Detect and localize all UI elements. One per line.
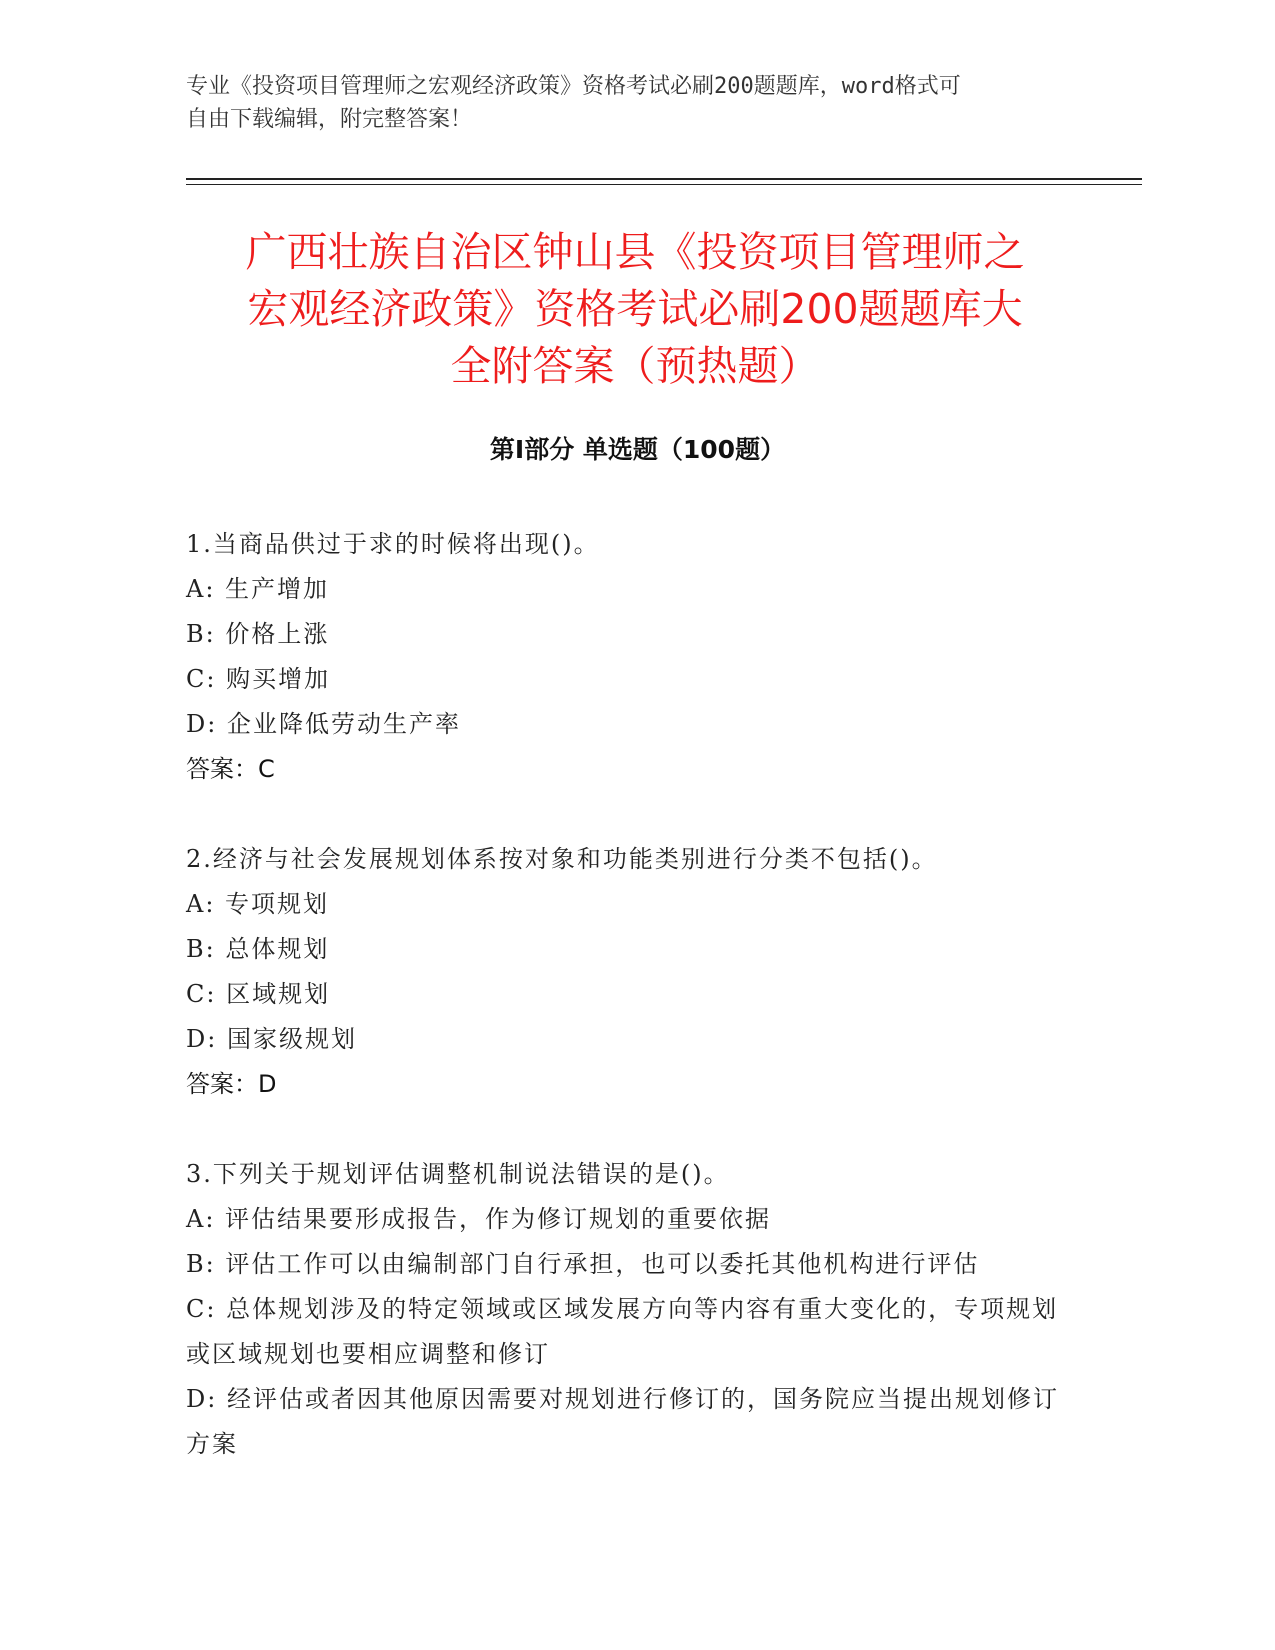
section-heading: 第Ⅰ部分 单选题（100题） (489, 435, 786, 464)
answer: 答案：D (186, 1070, 277, 1098)
header-note (186, 70, 1086, 136)
question-stem: 3.下列关于规划评估调整机制说法错误的是()。 (186, 1160, 730, 1188)
option-c: C: 购买增加 (186, 665, 331, 693)
question-stem: 2.经济与社会发展规划体系按对象和功能类别进行分类不包括()。 (186, 845, 938, 873)
document-title-line-3: 全附答案（预热题） (450, 342, 820, 390)
document-title-line-2: 宏观经济政策》资格考试必刷200题题库大 (247, 285, 1023, 333)
document-title-line-1: 广西壮族自治区钟山县《投资项目管理师之 (245, 228, 1025, 276)
question-list (186, 522, 1066, 1512)
answer: 答案：C (186, 755, 275, 783)
option-d: D: 经评估或者因其他原因需要对规划进行修订的，国务院应当提出规划修订方案 (186, 1385, 1059, 1458)
option-a: A: 生产增加 (186, 575, 330, 603)
option-d: D: 国家级规划 (186, 1025, 357, 1053)
option-c: C: 总体规划涉及的特定领域或区域发展方向等内容有重大变化的，专项规划或区域规划也要相应调整和修订 (186, 1295, 1059, 1368)
header-note-line-2: 自由下载编辑，附完整答案！ (186, 107, 473, 132)
option-b: B: 评估工作可以由编制部门自行承担，也可以委托其他机构进行评估 (186, 1250, 980, 1278)
option-b: B: 价格上涨 (186, 620, 330, 648)
option-c: C: 区域规划 (186, 980, 331, 1008)
option-a: A: 评估结果要形成报告，作为修订规划的重要依据 (186, 1205, 772, 1233)
option-d: D: 企业降低劳动生产率 (186, 710, 461, 738)
question-1 (186, 522, 1066, 792)
option-a: A: 专项规划 (186, 890, 330, 918)
question-stem: 1.当商品供过于求的时候将出现()。 (186, 530, 600, 558)
question-3 (186, 1152, 1066, 1467)
header-divider-thin (186, 184, 1142, 185)
document-title (140, 224, 1130, 395)
header-divider-thick (186, 178, 1142, 180)
header-note-line-1: 专业《投资项目管理师之宏观经济政策》资格考试必刷200题题库，word格式可 (186, 74, 961, 99)
option-b: B: 总体规划 (186, 935, 330, 963)
question-2 (186, 837, 1066, 1107)
